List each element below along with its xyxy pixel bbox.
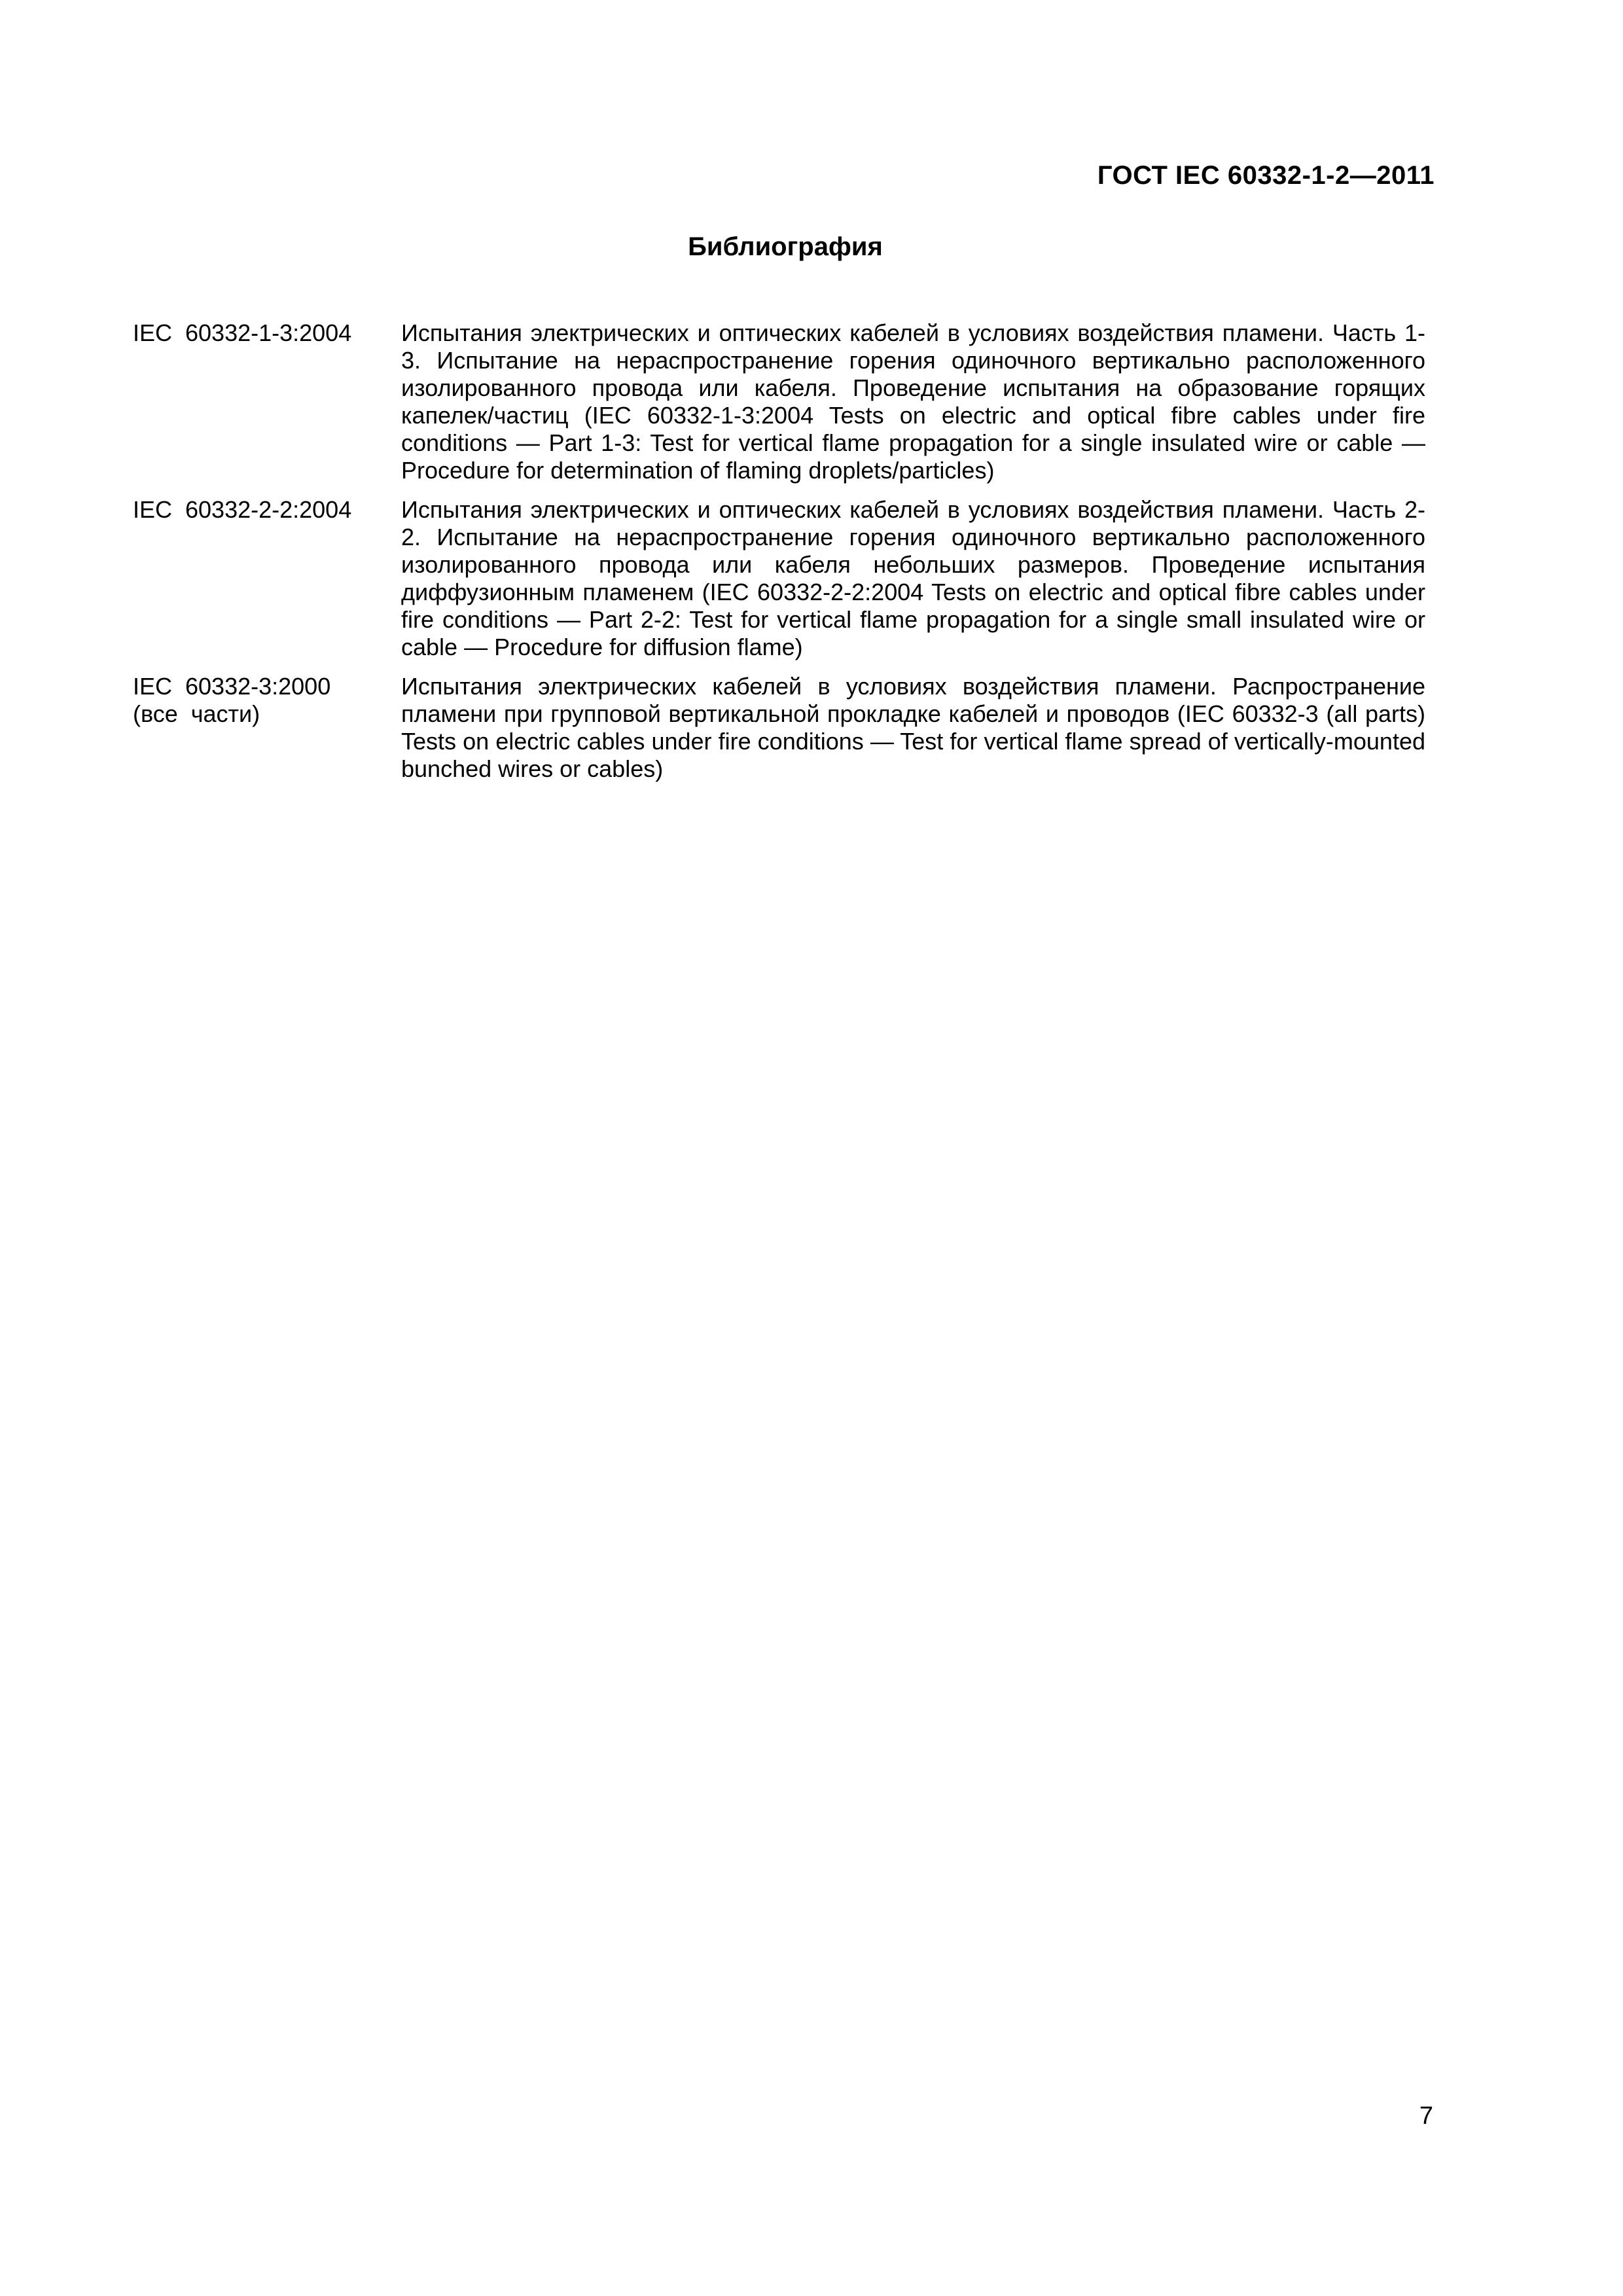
- bibliography-entry: [133, 496, 1425, 661]
- bibliography-description: Испытания электрических кабелей в условиях воздействия пламени. Распространение пламени при групповой вертикальной прокладке кабелей и проводов (IEC 60332-3 (all parts) Tests on electric cables under fire conditions — Test for vertical flame spread of vertically-mounted bunched wires or cables): [401, 673, 1425, 782]
- bibliography-list: [133, 319, 1425, 795]
- page-number: 7: [1419, 2102, 1433, 2130]
- bibliography-title: Библиография: [688, 232, 883, 261]
- bibliography-reference: IEC 60332-3:2000 (все части): [133, 673, 331, 727]
- bibliography-description: Испытания электрических и оптических кабелей в условиях воздействия пламени. Часть 1-3. Испытание на нераспространение горения одиночного вертикально расположенного изолированного провода или кабеля. Проведение испытания на образование горящих капелек/частиц (IEC 60332-1-3:2004 Tests on electric and optical fibre cables under fire conditions — Part 1-3: Test for vertical flame propagation for a single insulated wire or cable — Procedure for determination of flaming droplets/particles): [401, 319, 1425, 484]
- bibliography-entry: [133, 319, 1425, 484]
- bibliography-entry: [133, 673, 1425, 783]
- bibliography-description: Испытания электрических и оптических кабелей в условиях воздействия пламени. Часть 2-2. Испытание на нераспространение горения одиночного вертикально расположенного изолированного провода или кабеля небольших размеров. Проведение испытания диффузионным пламенем (IEC 60332-2-2:2004 Tests on electric and optical fibre cables under fire conditions — Part 2-2: Test for vertical flame propagation for a single small insulated wire or cable — Procedure for diffusion flame): [401, 496, 1425, 660]
- bibliography-reference: IEC 60332-2-2:2004: [133, 496, 352, 523]
- bibliography-reference: IEC 60332-1-3:2004: [133, 319, 352, 346]
- standard-code-header: ГОСТ IEC 60332-1-2—2011: [1097, 161, 1435, 190]
